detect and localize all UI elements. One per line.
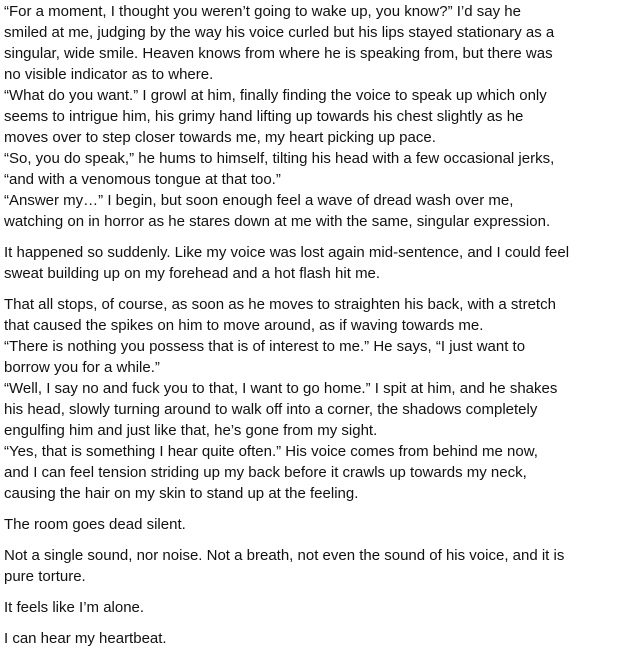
text-line: “What do you want.” I growl at him, finally finding the voice to speak up which only xyxy=(4,87,547,104)
text-line: It happened so suddenly. Like my voice was lost again mid-sentence, and I could feel xyxy=(4,244,570,261)
text-line: “For a moment, I thought you weren’t going to wake up, you know?” I’d say he xyxy=(4,3,521,20)
text-line: moves over to step closer towards me, my heart picking up pace. xyxy=(4,129,436,146)
text-line: “Answer my…” I begin, but soon enough feel a wave of dread wash over me, xyxy=(4,192,514,209)
text-line: engulfing him and just like that, he’s gone from my sight. xyxy=(4,422,378,439)
text-line: I can hear my heartbeat. xyxy=(4,630,167,647)
text-line: singular, wide smile. Heaven knows from where he is speaking from, but there was xyxy=(4,45,553,62)
text-line: causing the hair on my skin to stand up at the feeling. xyxy=(4,485,359,502)
text-line: and I can feel tension striding up my back before it crawls up towards my neck, xyxy=(4,464,527,481)
text-line: “So, you do speak,” he hums to himself, tilting his head with a few occasional jerks, xyxy=(4,150,555,167)
text-line: seems to intrigue him, his grimy hand lifting up towards his chest slightly as he xyxy=(4,108,524,125)
paragraph-dialogue-opening xyxy=(4,1,616,232)
text-line: That all stops, of course, as soon as he moves to straighten his back, with a stretch xyxy=(4,296,556,313)
text-line: “Yes, that is something I hear quite often.” His voice comes from behind me now, xyxy=(4,443,538,460)
paragraph-dialogue-shadows xyxy=(4,294,616,504)
paragraph-alone xyxy=(4,597,616,618)
text-line: pure torture. xyxy=(4,568,86,585)
text-line: that caused the spikes on him to move around, as if waving towards me. xyxy=(4,317,484,334)
text-line: borrow you for a while.” xyxy=(4,359,160,376)
text-line: “Well, I say no and fuck you to that, I want to go home.” I spit at him, and he shakes xyxy=(4,380,558,397)
text-line: The room goes dead silent. xyxy=(4,516,186,533)
text-line: no visible indicator as to where. xyxy=(4,66,214,83)
text-line: his head, slowly turning around to walk off into a corner, the shadows completely xyxy=(4,401,538,418)
text-line: “and with a venomous tongue at that too.” xyxy=(4,171,281,188)
text-line: “There is nothing you possess that is of interest to me.” He says, “I just want to xyxy=(4,338,526,355)
text-line: watching on in horror as he stares down at me with the same, singular expression. xyxy=(4,213,551,230)
paragraph-no-sound xyxy=(4,545,616,587)
text-line: Not a single sound, nor noise. Not a breath, not even the sound of his voice, and it is xyxy=(4,547,565,564)
paragraph-silence xyxy=(4,514,616,535)
text-line: It feels like I’m alone. xyxy=(4,599,145,616)
text-line: smiled at me, judging by the way his voice curled but his lips stayed stationary as a xyxy=(4,24,555,41)
text-line: sweat building up on my forehead and a hot flash hit me. xyxy=(4,265,381,282)
paragraph-heartbeat xyxy=(4,628,616,649)
paragraph-sudden xyxy=(4,242,616,284)
